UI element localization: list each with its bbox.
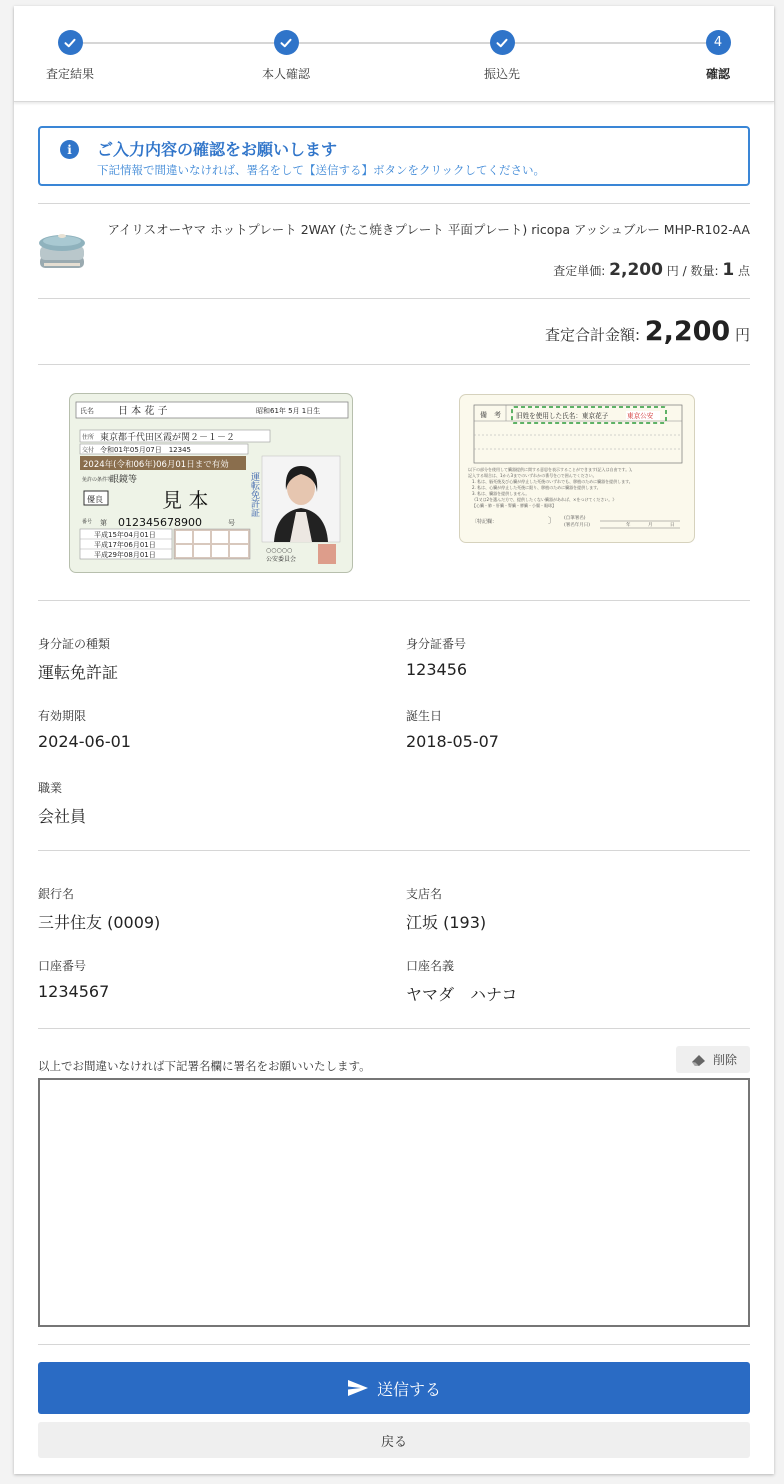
- id-card-back-image: [459, 394, 695, 543]
- fine-print-3: 1. 私は、脳死後及び心臓が停止した死後のいずれでも、移植のために臓器を提供します。: [472, 479, 633, 484]
- total-amount: [545, 316, 750, 347]
- day-label: 日: [670, 523, 675, 528]
- card-name: 日 本 花 子: [118, 406, 168, 417]
- field-value: 1234567: [38, 982, 110, 1001]
- total-label: 査定合計金額:: [544, 326, 645, 344]
- fine-print-5: 3. 私は、臓器を提供しません。: [472, 491, 530, 496]
- field-label: 支店名: [406, 887, 443, 901]
- info-icon: i: [60, 140, 79, 159]
- field-label: 身分証番号: [406, 637, 467, 651]
- expiry-field: [38, 707, 131, 751]
- bracket: 〕: [548, 516, 556, 525]
- field-label: 口座番号: [38, 959, 87, 973]
- eraser-icon: [689, 1053, 707, 1067]
- fine-print-1: 以下の部分を使用して臓器提供に関する意思を表示することができます(記入は自由です。)。: [468, 467, 635, 472]
- unit-price: 2,200: [609, 260, 663, 280]
- number-label: 番号: [82, 519, 93, 525]
- step-label: 振込先: [483, 67, 520, 81]
- back-button[interactable]: [38, 1422, 750, 1458]
- card-address: 東京都千代田区霞が関２－１－２: [100, 433, 236, 443]
- divider: [38, 1028, 750, 1029]
- sign-date-label: (署名年月日): [564, 523, 591, 528]
- step-assessment: [10, 30, 130, 82]
- birthday-field: [406, 707, 499, 751]
- step-transfer: [442, 30, 562, 82]
- field-label: 銀行名: [38, 887, 75, 901]
- fine-print-7: 【心臓・肺・肝臓・腎臓・膵臓・小腸・眼球】: [472, 503, 556, 508]
- back-label: 戻る: [380, 1434, 407, 1450]
- address-label: 住所: [82, 434, 95, 441]
- card-condition: 眼鏡等: [110, 475, 138, 485]
- stepper-line: [70, 42, 718, 44]
- total-yen: 円: [734, 326, 750, 344]
- check-icon: [58, 30, 83, 55]
- step-identity: [226, 30, 346, 82]
- condition-label: 免許の条件等: [82, 477, 113, 483]
- divider: [38, 1344, 750, 1345]
- field-label: 身分証の種類: [38, 637, 111, 651]
- history-3: 平成29年08月01日: [94, 551, 156, 559]
- history-1: 平成15年04月01日: [94, 531, 156, 539]
- field-value: 運転免許証: [38, 663, 119, 682]
- field-label: 口座名義: [406, 959, 455, 973]
- card-vertical-title: 運転免許証: [249, 472, 259, 517]
- remarks-note: 旧姓を使用した氏名：東京花子: [516, 412, 609, 420]
- card-expiry: 2024年(令和06年)06月01日まで有効: [83, 460, 229, 470]
- field-value: ヤマダ ハナコ: [406, 985, 518, 1004]
- commission-label: 公安委員会: [266, 556, 297, 563]
- progress-stepper: [14, 6, 774, 102]
- good-driver-badge: 優良: [87, 495, 103, 504]
- signature-instruction: 以上でお間違いなければ下記署名欄に署名をお願いいたします。: [38, 1059, 371, 1073]
- notice-title: ご入力内容の確認をお願いします: [97, 140, 338, 159]
- divider: [38, 600, 750, 601]
- number-suffix: 号: [228, 519, 235, 527]
- product-image: [36, 226, 90, 276]
- issue-label: 交付: [82, 447, 95, 454]
- field-label: 職業: [38, 781, 63, 795]
- field-label: 誕生日: [406, 709, 443, 723]
- field-value: 2024-06-01: [38, 732, 131, 751]
- yen-unit: 円: [666, 264, 679, 278]
- divider: [38, 364, 750, 365]
- card-issue: 令和01年05月07日 12345: [100, 446, 191, 454]
- field-value: 2018-05-07: [406, 732, 499, 751]
- card-number: 012345678900: [118, 516, 202, 529]
- product-name: アイリスオーヤマ ホットプレート 2WAY (たこ焼きプレート 平面プレート) ricopa アッシュブルー MHP-R102-AA: [107, 222, 750, 237]
- account-number-field: [38, 957, 109, 1001]
- qty-label: / 数量:: [678, 264, 723, 278]
- account-holder-field: [406, 957, 517, 1005]
- field-value: 会社員: [38, 807, 87, 826]
- qty-unit: 点: [737, 264, 750, 278]
- sample-stamp: 見 本: [162, 488, 209, 512]
- confirm-notice: [38, 126, 750, 186]
- check-icon: [274, 30, 299, 55]
- step-label: 確認: [705, 67, 730, 81]
- send-icon: [347, 1379, 369, 1397]
- confirmation-card: [14, 6, 774, 1474]
- bank-name-field: [38, 885, 160, 933]
- month-label: 月: [648, 523, 653, 528]
- sign-label: (自筆署名): [564, 516, 586, 521]
- submit-label: 送信する: [376, 1379, 441, 1399]
- branch-field: [406, 885, 486, 933]
- remarks-label: 備 考: [480, 411, 501, 419]
- signature-pad[interactable]: [38, 1078, 750, 1327]
- field-label: 有効期限: [38, 709, 87, 723]
- notice-subtitle: 下記情報で間違いなければ、署名をして【送信する】ボタンをクリックしてください。: [97, 163, 546, 177]
- id-card-front-image: [69, 393, 353, 573]
- erase-signature-button[interactable]: [676, 1046, 750, 1073]
- fine-print-2: 記入する場合は、1から3までのいずれかの番号を○で囲んでください。: [468, 473, 597, 478]
- card-circles: ○○○○○: [266, 547, 293, 554]
- divider: [38, 850, 750, 851]
- field-value: 三井住友 (0009): [38, 913, 161, 932]
- year-label: 年: [626, 523, 631, 528]
- erase-label: 削除: [712, 1053, 737, 1067]
- step-confirm: [658, 30, 778, 82]
- fine-print-4: 2. 私は、心臓が停止した死後に限り、移植のために臓器を提供します。: [472, 485, 601, 490]
- check-icon: [490, 30, 515, 55]
- divider: [38, 203, 750, 204]
- step-label: 本人確認: [261, 67, 310, 81]
- name-label: 氏名: [80, 407, 94, 415]
- remarks-seal: 東京公安: [627, 412, 654, 420]
- submit-button[interactable]: [38, 1362, 750, 1414]
- step-number: 4: [706, 30, 731, 55]
- unit-price-label: 査定単価:: [553, 264, 610, 278]
- total-value: 2,200: [644, 316, 731, 347]
- occupation-field: [38, 779, 86, 827]
- field-value: 123456: [406, 660, 468, 679]
- divider: [38, 298, 750, 299]
- step-label: 査定結果: [45, 67, 94, 81]
- card-dob: 昭和61年 5月 1日生: [256, 407, 321, 415]
- history-2: 平成17年06月01日: [94, 541, 156, 549]
- id-type-field: [38, 635, 118, 683]
- product-price: [553, 260, 750, 280]
- quantity: 1: [722, 260, 735, 280]
- number-prefix: 第: [100, 519, 107, 527]
- fine-print-6: 《1又は2を選んだ方で、提供したくない臓器があれば、×をつけてください。》: [472, 497, 617, 502]
- id-number-field: [406, 635, 467, 679]
- field-value: 江坂 (193): [406, 913, 487, 932]
- special-label: 〔特記欄：: [472, 519, 498, 525]
